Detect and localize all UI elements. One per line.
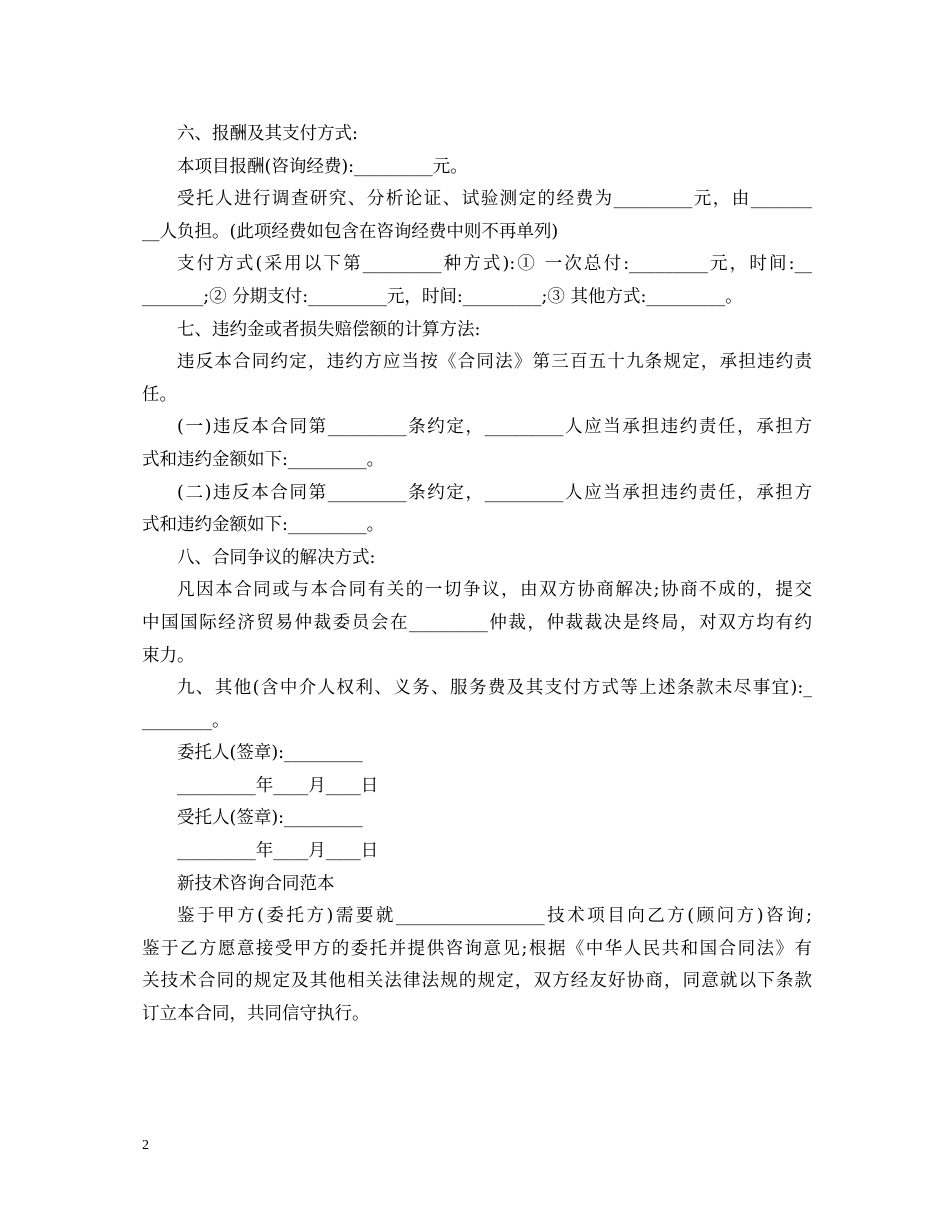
paragraph-line: 式和违约金额如下:_________。 (142, 515, 385, 536)
signature-line-contractor: 受托人(签章):_________ (177, 808, 363, 829)
paragraph-line: 鉴于甲方(委托方)需要就_________________技术项目向乙方(顾问方)咨询; (177, 906, 812, 927)
date-line: _________年____月____日 (177, 775, 379, 796)
paragraph-line: __人负担。(此项经费如包含在咨询经费中则不再单列) (142, 221, 559, 242)
paragraph-line: 本项目报酬(咨询经费):_________元。 (177, 156, 468, 177)
paragraph-line: (一)违反本合同第_________条约定，_________人应当承担违约责任，承担方 (177, 417, 812, 438)
paragraph-line: 中国国际经济贸易仲裁委员会在_________仲裁，仲裁裁决是终局，对双方均有约 (142, 612, 812, 633)
date-line: _________年____月____日 (177, 841, 379, 862)
paragraph-line: 任。 (142, 384, 177, 405)
contract-template-title: 新技术咨询合同范本 (177, 873, 335, 894)
paragraph-line: ________。 (142, 710, 230, 731)
section-heading-penalty: 七、违约金或者损失赔偿额的计算方法: (177, 319, 481, 340)
document-body (142, 118, 812, 1031)
paragraph-line: _______;② 分期支付:_________元，时间:_________;③ 其他方式:_________。 (142, 286, 743, 307)
paragraph-line: 支付方式(采用以下第_________种方式):① 一次总付:_________元，时间:__ (177, 254, 812, 275)
paragraph-line: 式和违约金额如下:_________。 (142, 449, 385, 470)
paragraph-line: 订立本合同，共同信守执行。 (142, 1004, 370, 1025)
paragraph-line: 凡因本合同或与本合同有关的一切争议，由双方协商解决;协商不成的，提交 (177, 580, 812, 601)
paragraph-line: 关技术合同的规定及其他相关法律法规的规定，双方经友好协商，同意就以下条款 (142, 971, 812, 992)
page-number: 2 (142, 1138, 149, 1153)
section-heading-other: 九、其他(含中介人权利、义务、服务费及其支付方式等上述条款未尽事宜):_ (177, 678, 812, 699)
paragraph-line: 束力。 (142, 645, 195, 666)
paragraph-line: (二)违反本合同第_________条约定，_________人应当承担违约责任，承担方 (177, 482, 812, 503)
section-heading-payment: 六、报酬及其支付方式: (177, 124, 358, 144)
signature-line-client: 委托人(签章):_________ (177, 743, 363, 764)
paragraph-line: 违反本合同约定，违约方应当按《合同法》第三百五十九条规定，承担违约责 (177, 352, 812, 373)
section-heading-dispute: 八、合同争议的解决方式: (177, 547, 376, 568)
paragraph-line: 受托人进行调查研究、分析论证、试验测定的经费为_________元，由_______ (177, 189, 812, 210)
paragraph-line: 鉴于乙方愿意接受甲方的委托并提供咨询意见;根据《中华人民共和国合同法》有 (142, 938, 812, 959)
